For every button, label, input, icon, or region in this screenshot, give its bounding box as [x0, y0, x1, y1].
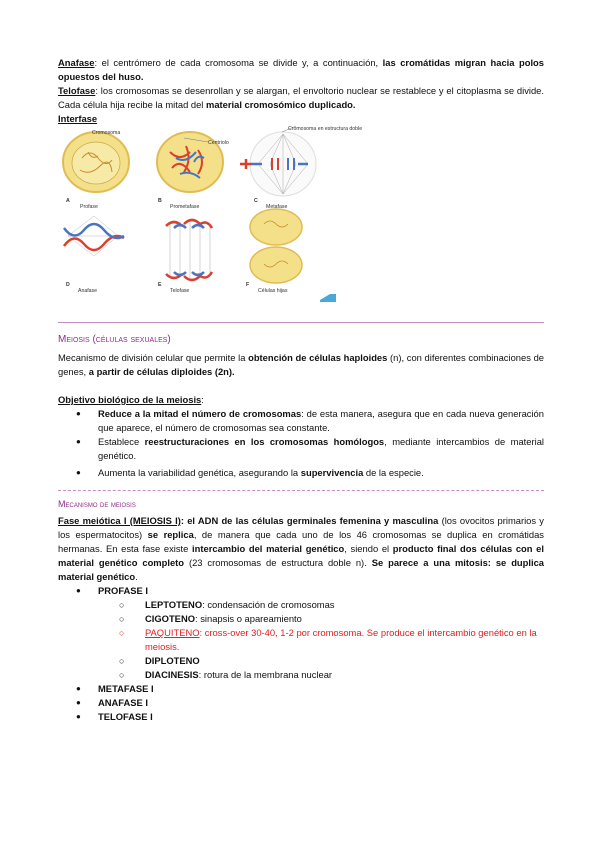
- section-divider: [58, 322, 544, 323]
- list-item: ● TELOFASE I: [58, 710, 544, 724]
- label-cromosoma: Cromosoma: [92, 130, 121, 136]
- section-divider-dashed: [58, 490, 544, 491]
- list-item: ● PROFASE I: [58, 584, 544, 598]
- label-a-name: Profase: [80, 204, 98, 210]
- label-c: C: [254, 198, 258, 204]
- anafase-label: Anafase: [58, 57, 95, 68]
- sublist-item: ○ CIGOTENO: sinapsis o apareamiento: [58, 612, 544, 626]
- fase-paragraph: Fase meiótica I (MEIOSIS I): el ADN de las células germinales femenina y masculina (los ovocitos primarios y los espermatocitos) se replica, de manera que cada uno de los 46 cromosomas se duplica en cromátidas hermanas. En esta fase existe intercambio del material genético, siendo el producto final dos células con el material genético completo (23 cromosomas de estructura doble n). Se parece a una mitosis: se duplica material genético.: [58, 515, 545, 582]
- label-f: F: [246, 282, 250, 288]
- telofase-paragraph: Telofase: los cromosomas se desenrollan y se alargan, el envoltorio nuclear se restablece y el citoplasma se divide. Cada célula hija recibe la mitad del material cromosómico duplicado.: [58, 85, 544, 110]
- cell-f-bottom: [250, 247, 302, 283]
- objetivo-heading: Objetivo biológico de la meiosis:: [58, 394, 204, 405]
- label-d-name: Anafase: [78, 288, 98, 294]
- sublist-item: ○ PAQUITENO: cross-over 30-40, 1-2 por cromosoma. Se produce el intercambio genético en la meiosis.: [58, 626, 544, 654]
- document-page: [58, 56, 544, 724]
- mitosis-diagram: [58, 126, 363, 306]
- list-item: ● Establece reestructuraciones en los cromosomas homólogos, mediante intercambios de material genético.: [58, 435, 544, 463]
- mitosis-figure: [58, 126, 363, 306]
- label-f-name: Células hijas: [258, 288, 288, 294]
- interfase-heading: Interfase: [58, 113, 98, 124]
- mecanismo-heading: Mecanismo de meiosis: [58, 499, 136, 509]
- label-d: D: [66, 282, 70, 288]
- sublist-item: ○ LEPTOTENO: condensación de cromosomas: [58, 598, 544, 612]
- label-estructura: Cromosoma en estructura doble: [288, 126, 363, 132]
- list-item: ● METAFASE I: [58, 682, 544, 696]
- list-item: ● Reduce a la mitad el número de cromosomas: de esta manera, asegura que en cada nueva generación que aparece, el número de cromosomas sea constante.: [58, 407, 544, 435]
- label-e: E: [158, 282, 162, 288]
- label-centriolo: Centriolo: [208, 140, 229, 146]
- sublist-item: ○ DIACINESIS: rotura de la membrana nuclear: [58, 668, 544, 682]
- sublist-item: ○ DIPLOTENO: [58, 654, 544, 668]
- label-c-name: Metafase: [266, 204, 288, 210]
- cell-f-top: [250, 209, 302, 245]
- label-a: A: [66, 198, 70, 204]
- label-b: B: [158, 198, 162, 204]
- label-b-name: Prometafase: [170, 204, 200, 210]
- objetivo-list: [58, 407, 544, 480]
- list-item: ● Aumenta la variabilidad genética, asegurando la supervivencia de la especie.: [58, 466, 544, 480]
- fases-list: [58, 584, 544, 724]
- telofase-label: Telofase: [58, 85, 96, 96]
- cell-e: [170, 222, 210, 278]
- meiosis-heading: Meiosis (células sexuales): [58, 334, 171, 345]
- anafase-paragraph: Anafase: el centrómero de cada cromosoma se divide y, a continuación, las cromátidas migran hacia polos opuestos del huso.: [58, 57, 544, 82]
- label-e-name: Telofase: [170, 288, 190, 294]
- meiosis-intro: Mecanismo de división celular que permite la obtención de células haploides (n), con diferentes combinaciones de genes, a partir de células diploides (2n).: [58, 352, 545, 377]
- list-item: ● ANAFASE I: [58, 696, 544, 710]
